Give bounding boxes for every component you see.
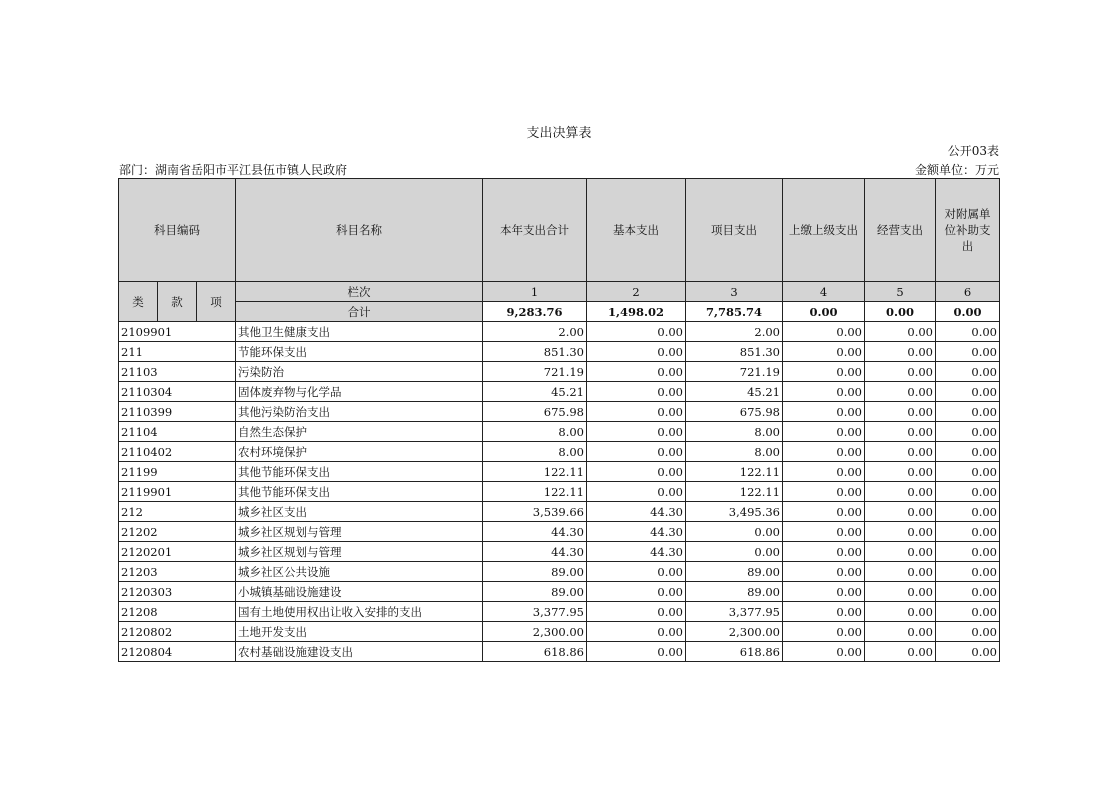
subject-code-cell: 21202 xyxy=(119,522,236,542)
amount-cell: 0.00 xyxy=(783,322,865,342)
header-total-expenditure: 本年支出合计 xyxy=(483,179,587,282)
table-row xyxy=(119,382,1000,402)
amount-cell: 44.30 xyxy=(587,542,686,562)
amount-cell: 0.00 xyxy=(936,562,1000,582)
amount-cell: 0.00 xyxy=(865,402,936,422)
amount-cell: 0.00 xyxy=(783,382,865,402)
amount-cell: 0.00 xyxy=(865,442,936,462)
amount-cell: 0.00 xyxy=(936,522,1000,542)
table-row xyxy=(119,362,1000,382)
amount-cell: 0.00 xyxy=(865,562,936,582)
amount-cell: 3,495.36 xyxy=(686,502,783,522)
subject-name-cell: 其他节能环保支出 xyxy=(236,462,483,482)
unit-label: 金额单位：万元 xyxy=(914,163,999,177)
subject-name-cell: 小城镇基础设施建设 xyxy=(236,582,483,602)
amount-cell: 0.00 xyxy=(865,342,936,362)
table-row xyxy=(119,622,1000,642)
subject-code-cell: 2120303 xyxy=(119,582,236,602)
subject-code-cell: 2110402 xyxy=(119,442,236,462)
department-label: 部门：湖南省岳阳市平江县伍市镇人民政府 xyxy=(119,163,348,177)
amount-cell: 0.00 xyxy=(865,502,936,522)
amount-cell: 0.00 xyxy=(587,622,686,642)
subject-name-cell: 城乡社区规划与管理 xyxy=(236,522,483,542)
amount-cell: 2,300.00 xyxy=(483,622,587,642)
amount-cell: 0.00 xyxy=(936,462,1000,482)
subject-name-cell: 城乡社区公共设施 xyxy=(236,562,483,582)
amount-cell: 0.00 xyxy=(865,582,936,602)
amount-cell: 45.21 xyxy=(483,382,587,402)
amount-cell: 0.00 xyxy=(936,422,1000,442)
amount-cell: 0.00 xyxy=(783,522,865,542)
amount-cell: 8.00 xyxy=(686,422,783,442)
subject-code-cell: 21199 xyxy=(119,462,236,482)
total-row xyxy=(119,302,1000,322)
amount-cell: 122.11 xyxy=(686,482,783,502)
amount-cell: 8.00 xyxy=(483,422,587,442)
amount-cell: 0.00 xyxy=(783,482,865,502)
subject-name-cell: 土地开发支出 xyxy=(236,622,483,642)
amount-cell: 0.00 xyxy=(783,442,865,462)
amount-cell: 721.19 xyxy=(686,362,783,382)
col-index-6: 6 xyxy=(936,282,1000,302)
subject-name-cell: 国有土地使用权出让收入安排的支出 xyxy=(236,602,483,622)
amount-cell: 2,300.00 xyxy=(686,622,783,642)
amount-cell: 0.00 xyxy=(783,542,865,562)
amount-cell: 0.00 xyxy=(936,542,1000,562)
table-row xyxy=(119,482,1000,502)
amount-cell: 0.00 xyxy=(686,542,783,562)
col-index-5: 5 xyxy=(865,282,936,302)
header-subject-name: 科目名称 xyxy=(236,179,483,282)
amount-cell: 0.00 xyxy=(865,462,936,482)
header-subject-code: 科目编码 xyxy=(119,179,236,282)
amount-cell: 0.00 xyxy=(936,322,1000,342)
amount-cell: 0.00 xyxy=(587,442,686,462)
amount-cell: 0.00 xyxy=(587,562,686,582)
subject-name-cell: 固体废弃物与化学品 xyxy=(236,382,483,402)
table-row xyxy=(119,602,1000,622)
amount-cell: 0.00 xyxy=(936,362,1000,382)
amount-cell: 618.86 xyxy=(686,642,783,662)
amount-cell: 0.00 xyxy=(783,402,865,422)
amount-cell: 851.30 xyxy=(686,342,783,362)
table-row xyxy=(119,442,1000,462)
header-xiang: 项 xyxy=(197,282,236,322)
amount-cell: 721.19 xyxy=(483,362,587,382)
header-project-expenditure: 项目支出 xyxy=(686,179,783,282)
amount-cell: 2.00 xyxy=(686,322,783,342)
amount-cell: 675.98 xyxy=(483,402,587,422)
total-value: 1,498.02 xyxy=(587,302,686,322)
amount-cell: 0.00 xyxy=(587,642,686,662)
table-row xyxy=(119,562,1000,582)
col-index-2: 2 xyxy=(587,282,686,302)
amount-cell: 0.00 xyxy=(865,362,936,382)
amount-cell: 0.00 xyxy=(936,582,1000,602)
subject-code-cell: 2120201 xyxy=(119,542,236,562)
header-remit-superior: 上缴上级支出 xyxy=(783,179,865,282)
amount-cell: 0.00 xyxy=(783,462,865,482)
column-index-row xyxy=(119,282,1000,302)
subject-code-cell: 2110304 xyxy=(119,382,236,402)
subject-code-cell: 2119901 xyxy=(119,482,236,502)
amount-cell: 89.00 xyxy=(686,562,783,582)
amount-cell: 0.00 xyxy=(936,382,1000,402)
table-row xyxy=(119,542,1000,562)
amount-cell: 8.00 xyxy=(483,442,587,462)
table-row xyxy=(119,502,1000,522)
amount-cell: 44.30 xyxy=(587,502,686,522)
amount-cell: 0.00 xyxy=(865,482,936,502)
header-row xyxy=(119,179,1000,282)
amount-cell: 0.00 xyxy=(783,502,865,522)
amount-cell: 122.11 xyxy=(483,462,587,482)
amount-cell: 618.86 xyxy=(483,642,587,662)
total-value: 9,283.76 xyxy=(483,302,587,322)
subject-name-cell: 农村环境保护 xyxy=(236,442,483,462)
amount-cell: 44.30 xyxy=(483,542,587,562)
col-index-3: 3 xyxy=(686,282,783,302)
amount-cell: 3,377.95 xyxy=(483,602,587,622)
amount-cell: 0.00 xyxy=(587,362,686,382)
table-row xyxy=(119,322,1000,342)
amount-cell: 0.00 xyxy=(686,522,783,542)
amount-cell: 851.30 xyxy=(483,342,587,362)
report-title: 支出决算表 xyxy=(526,126,592,141)
subject-code-cell: 21203 xyxy=(119,562,236,582)
amount-cell: 0.00 xyxy=(936,402,1000,422)
amount-cell: 0.00 xyxy=(783,562,865,582)
amount-cell: 0.00 xyxy=(865,522,936,542)
amount-cell: 44.30 xyxy=(587,522,686,542)
table-row xyxy=(119,642,1000,662)
amount-cell: 0.00 xyxy=(587,322,686,342)
subject-code-cell: 2109901 xyxy=(119,322,236,342)
header-basic-expenditure: 基本支出 xyxy=(587,179,686,282)
subject-name-cell: 节能环保支出 xyxy=(236,342,483,362)
amount-cell: 122.11 xyxy=(483,482,587,502)
subject-name-cell: 污染防治 xyxy=(236,362,483,382)
header-lei: 类 xyxy=(119,282,158,322)
subject-name-cell: 农村基础设施建设支出 xyxy=(236,642,483,662)
amount-cell: 89.00 xyxy=(483,562,587,582)
col-index-4: 4 xyxy=(783,282,865,302)
subject-code-cell: 2120804 xyxy=(119,642,236,662)
amount-cell: 89.00 xyxy=(686,582,783,602)
amount-cell: 0.00 xyxy=(936,442,1000,462)
subject-name-cell: 其他卫生健康支出 xyxy=(236,322,483,342)
header-kuan: 款 xyxy=(158,282,197,322)
amount-cell: 0.00 xyxy=(587,582,686,602)
amount-cell: 45.21 xyxy=(686,382,783,402)
amount-cell: 0.00 xyxy=(936,502,1000,522)
amount-cell: 0.00 xyxy=(783,642,865,662)
table-row xyxy=(119,462,1000,482)
amount-cell: 0.00 xyxy=(936,622,1000,642)
amount-cell: 0.00 xyxy=(587,422,686,442)
total-value: 0.00 xyxy=(865,302,936,322)
amount-cell: 122.11 xyxy=(686,462,783,482)
total-value: 0.00 xyxy=(936,302,1000,322)
amount-cell: 44.30 xyxy=(483,522,587,542)
table-row xyxy=(119,522,1000,542)
amount-cell: 0.00 xyxy=(587,482,686,502)
amount-cell: 0.00 xyxy=(936,642,1000,662)
subject-name-cell: 其他节能环保支出 xyxy=(236,482,483,502)
amount-cell: 0.00 xyxy=(936,602,1000,622)
amount-cell: 0.00 xyxy=(587,602,686,622)
subject-name-cell: 自然生态保护 xyxy=(236,422,483,442)
subject-name-cell: 其他污染防治支出 xyxy=(236,402,483,422)
amount-cell: 89.00 xyxy=(483,582,587,602)
amount-cell: 0.00 xyxy=(783,422,865,442)
subject-code-cell: 2120802 xyxy=(119,622,236,642)
subject-code-cell: 21104 xyxy=(119,422,236,442)
subject-code-cell: 21208 xyxy=(119,602,236,622)
amount-cell: 0.00 xyxy=(936,482,1000,502)
header-subsidy-affiliated: 对附属单位补助支出 xyxy=(936,179,1000,282)
subject-code-cell: 212 xyxy=(119,502,236,522)
table-row xyxy=(119,422,1000,442)
amount-cell: 0.00 xyxy=(783,622,865,642)
amount-cell: 8.00 xyxy=(686,442,783,462)
amount-cell: 3,539.66 xyxy=(483,502,587,522)
form-number: 公开03表 xyxy=(947,144,999,158)
amount-cell: 0.00 xyxy=(783,342,865,362)
subject-code-cell: 21103 xyxy=(119,362,236,382)
col-index-1: 1 xyxy=(483,282,587,302)
subject-code-cell: 211 xyxy=(119,342,236,362)
table-row xyxy=(119,402,1000,422)
amount-cell: 0.00 xyxy=(587,402,686,422)
amount-cell: 0.00 xyxy=(865,542,936,562)
amount-cell: 0.00 xyxy=(936,342,1000,362)
header-operating-expenditure: 经营支出 xyxy=(865,179,936,282)
header-lanci: 栏次 xyxy=(236,282,483,302)
amount-cell: 0.00 xyxy=(865,322,936,342)
subject-name-cell: 城乡社区规划与管理 xyxy=(236,542,483,562)
amount-cell: 0.00 xyxy=(865,622,936,642)
amount-cell: 0.00 xyxy=(587,462,686,482)
amount-cell: 0.00 xyxy=(865,382,936,402)
subject-name-cell: 城乡社区支出 xyxy=(236,502,483,522)
amount-cell: 0.00 xyxy=(783,362,865,382)
table-row xyxy=(119,582,1000,602)
amount-cell: 2.00 xyxy=(483,322,587,342)
amount-cell: 0.00 xyxy=(587,382,686,402)
amount-cell: 0.00 xyxy=(587,342,686,362)
total-label: 合计 xyxy=(236,302,483,322)
amount-cell: 0.00 xyxy=(783,602,865,622)
expenditure-table xyxy=(118,178,1000,662)
amount-cell: 675.98 xyxy=(686,402,783,422)
subject-code-cell: 2110399 xyxy=(119,402,236,422)
table-row xyxy=(119,342,1000,362)
amount-cell: 0.00 xyxy=(865,422,936,442)
amount-cell: 0.00 xyxy=(783,582,865,602)
total-value: 0.00 xyxy=(783,302,865,322)
amount-cell: 0.00 xyxy=(865,602,936,622)
amount-cell: 0.00 xyxy=(865,642,936,662)
amount-cell: 3,377.95 xyxy=(686,602,783,622)
total-value: 7,785.74 xyxy=(686,302,783,322)
